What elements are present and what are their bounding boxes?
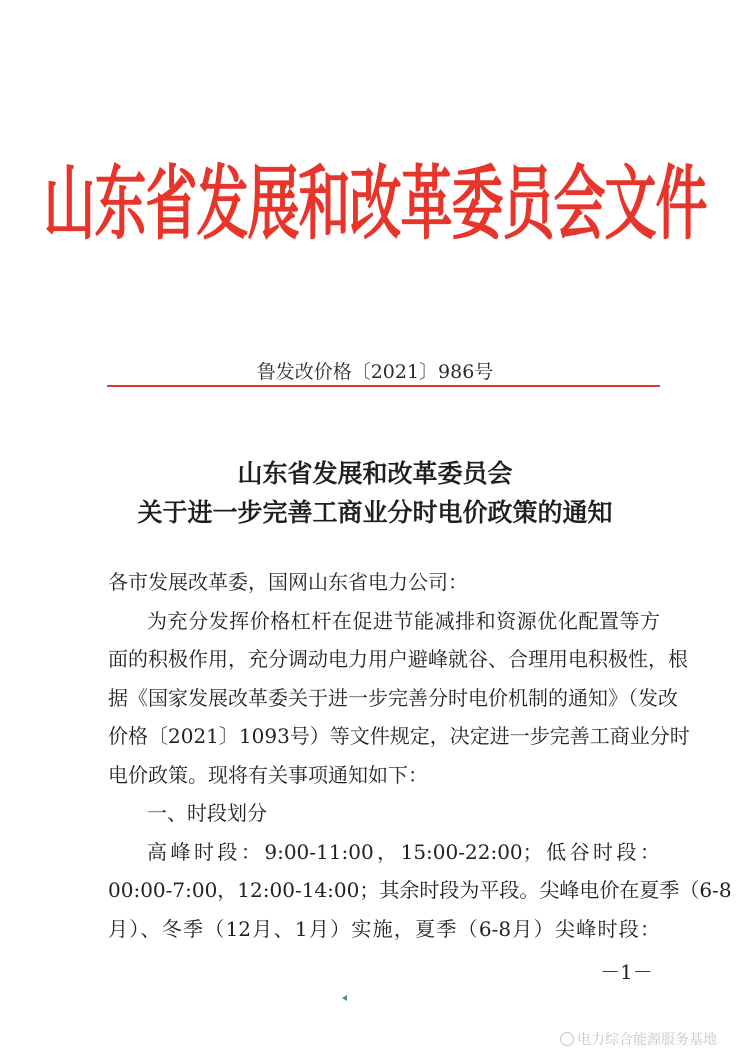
paragraph-line: 为充分发挥价格杠杆在促进节能减排和资源优化配置等方 [147, 609, 660, 633]
page-number: －1－ [600, 960, 653, 984]
document-number: 鲁发改价格〔2021〕986号 [256, 361, 494, 383]
section-heading: 一、时段划分 [147, 801, 267, 825]
watermark [560, 1030, 717, 1050]
masthead-title: 山东省发展和改革委员会文件 [43, 158, 707, 252]
notice-title-line-2: 关于进一步完善工商业分时电价政策的通知 [137, 498, 613, 527]
paragraph-line: 高峰时段：9:00-11:00，15:00-22:00；低谷时段： [147, 840, 660, 864]
paragraph-line: 电价政策。现将有关事项通知如下： [108, 763, 428, 787]
scan-mark-icon [342, 995, 347, 1001]
red-divider-line [107, 385, 660, 387]
paragraph-line: 月）、冬季（12月、1月）实施，夏季（6-8月）尖峰时段： [108, 917, 660, 941]
salutation: 各市发展改革委，国网山东省电力公司： [108, 570, 468, 594]
watermark-logo-icon [560, 1032, 574, 1046]
paragraph-line: 00:00-7:00，12:00-14:00；其余时段为平段。尖峰电价在夏季（6-8 [108, 878, 732, 902]
notice-title-line-1: 山东省发展和改革委员会 [237, 459, 513, 488]
paragraph-line: 价格〔2021〕1093号）等文件规定，决定进一步完善工商业分时 [108, 724, 690, 748]
watermark-text: 电力综合能源服务基地 [577, 1032, 717, 1048]
paragraph-line: 面的积极作用，充分调动电力用户避峰就谷、合理用电积极性，根 [108, 647, 688, 671]
paragraph-line: 据《国家发展改革委关于进一步完善分时电价机制的通知》（发改 [108, 686, 678, 710]
